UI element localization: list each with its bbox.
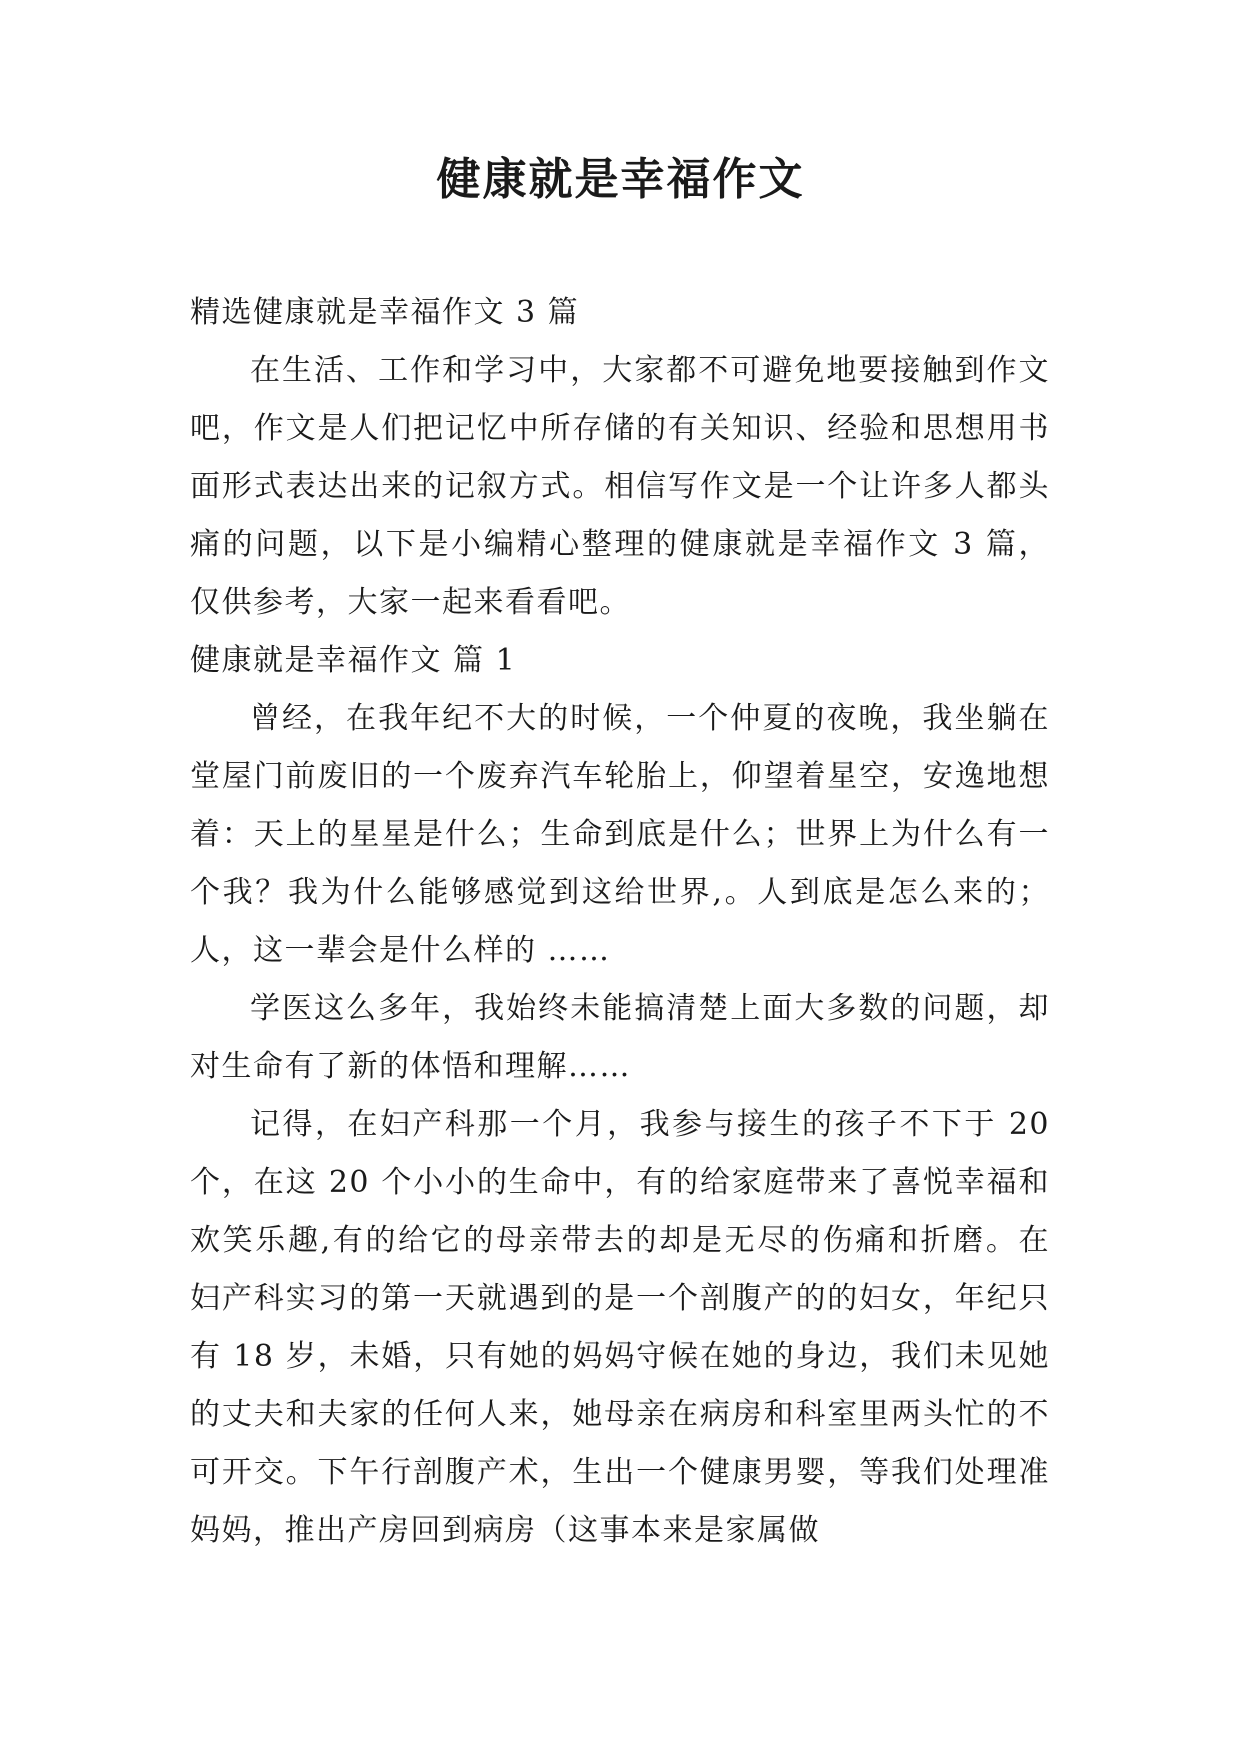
document-subtitle: 精选健康就是幸福作文 3 篇 <box>190 295 580 330</box>
body-paragraph: 学医这么多年，我始终未能搞清楚上面大多数的问题，却对生命有了新的体悟和理解…… <box>190 991 1050 1084</box>
document-title: 健康就是幸福作文 <box>436 154 805 205</box>
section-heading: 健康就是幸福作文 篇 1 <box>190 643 517 678</box>
intro-paragraph: 在生活、工作和学习中，大家都不可避免地要接触到作文吧，作文是人们把记忆中所存储的有关知识、经验和思想用书面形式表达出来的记叙方式。相信写作文是一个让许多人都头痛的问题，以下是小编精心整理的健康就是幸福作文 3 篇，仅供参考，大家一起来看看吧。 <box>190 353 1050 620</box>
document-body <box>190 284 1050 1560</box>
body-paragraph: 曾经，在我年纪不大的时候，一个仲夏的夜晚，我坐躺在堂屋门前废旧的一个废弃汽车轮胎上，仰望着星空，安逸地想着：天上的星星是什么；生命到底是什么；世界上为什么有一个我？我为什么能够感觉到这给世界,。人到底是怎么来的；人，这一辈会是什么样的 …… <box>190 701 1050 968</box>
body-paragraph: 记得，在妇产科那一个月，我参与接生的孩子不下于 20 个，在这 20 个小小的生命中，有的给家庭带来了喜悦幸福和欢笑乐趣,有的给它的母亲带去的却是无尽的伤痛和折磨。在妇产科实习的第一天就遇到的是一个剖腹产的的妇女，年纪只有 18 岁，未婚，只有她的妈妈守候在她的身边，我们未见她的丈夫和夫家的任何人来，她母亲在病房和科室里两头忙的不可开交。下午行剖腹产术，生出一个健康男婴，等我们处理准妈妈，推出产房回到病房（这事本来是家属做 <box>190 1107 1050 1548</box>
